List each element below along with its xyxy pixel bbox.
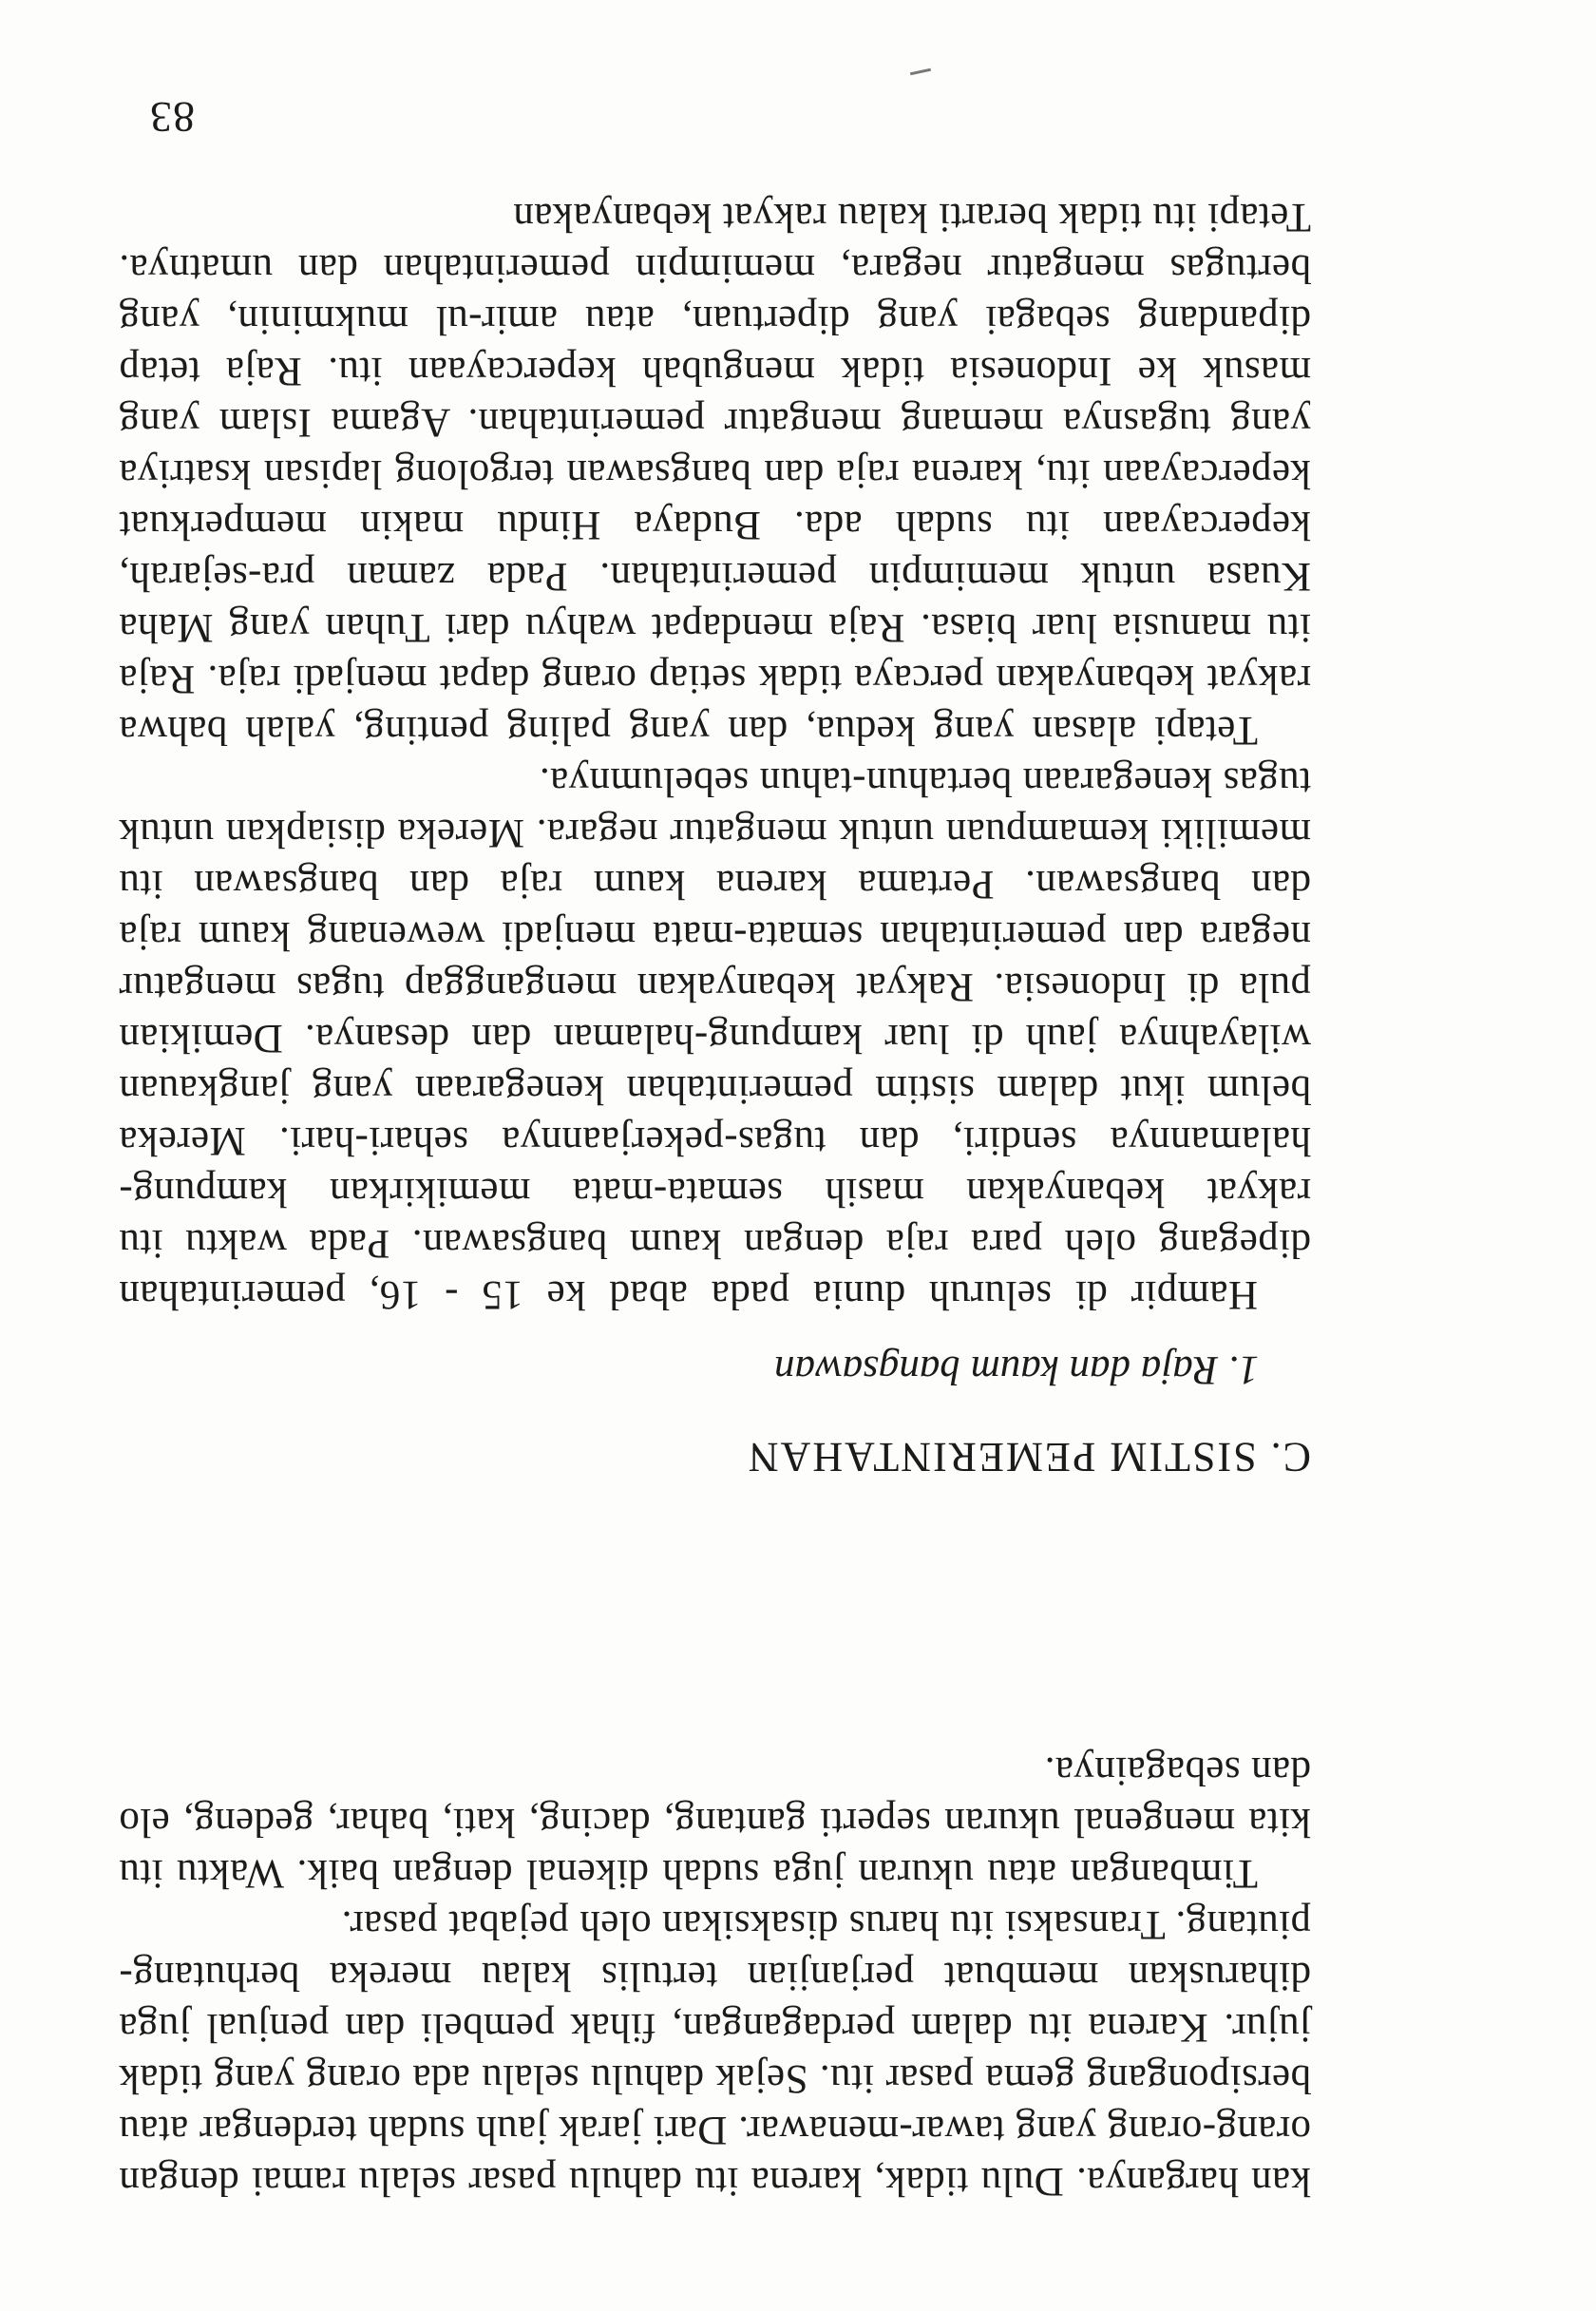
- paragraph: Timbangan atau ukuran juga sudah dikenal dengan baik. Waktu itu kita mengenal ukuran seperti gantang, dacing, kati, bahar, gedeng, elo dan sebagainya.: [119, 1748, 1311, 1896]
- paragraph: kan harganya. Dulu tidak, karena itu dahulu pasar selalu ramai dengan orang-orang yang tawar-menawar. Dari jarak jauh sudah terdengar atau bersipongang gema pasar itu. Sejak dahulu selalu ada orang yang tidak jujur. Karena itu dalam perdagangan, fihak pembeli dan penjual juga diharuskan membuat perjanjian tertulis kalau mereka berhutang-piutang. Transaksi itu harus disaksikan oleh pejabat pasar.: [119, 1902, 1311, 2204]
- ink-speck: [910, 68, 931, 76]
- section-heading: C. SISTIM PEMERINTAHAN: [746, 1434, 1311, 1480]
- top-text-block: [119, 1745, 1311, 2206]
- paragraph: Hampir di seluruh dunia pada abad ke 15 - 16, pemerintahan dipegang oleh para raja dengan kaum bangsawan. Pada waktu itu rakyat kebanyakan masih semata-mata memikirkan kampung-halamannya sendiri, dan tugas-pekerjaannya sehari-hari. Mereka belum ikut dalam sistim pemerintahan kenegaraan yang jangkauan wilayahnya jauh di luar kampung-halaman dan desanya. Demikian pula di Indonesia. Rakyat kebanyakan menganggap tugas mengatur negara dan pemerintahan semata-mata menjadi wewenang kaum raja dan bangsawan. Pertama karena kaum raja dan bangsawan itu memiliki kemampuan untuk mengatur negara. Mereka disiapkan untuk tugas kenegaraan bertahun-tahun sebelumnya.: [119, 759, 1311, 1317]
- subsection-heading: 1. Raja dan kaum bangsawan: [773, 1347, 1259, 1392]
- paragraph: Tetapi alasan yang kedua, dan yang paling penting, yalah bahwa rakyat kebanyakan percaya tidak setiap orang dapat menjadi raja. Raja itu manusia luar biasa. Raja mendapat wahyu dari Tuhan yang Maha Kuasa untuk memimpin pemerintahan. Pada zaman pra-sejarah, kepercayaan itu sudah ada. Budaya Hindu makin memperkuat kepercayaan itu, karena raja dan bangsawan tergolong lapisan ksatriya yang tugasnya memang mengatur pemerintahan. Agama Islam yang masuk ke Indonesia tidak mengubah kepercayaan itu. Raja tetap dipandang sebagai yang dipertuan, atau amir-ul mukminin, yang bertugas mengatur negara, memimpin pemerintahan dan umatnya. Tetapi itu tidak berarti kalau rakyat kebanyakan: [119, 195, 1311, 753]
- page-number: 83: [149, 93, 195, 142]
- bottom-text-block: [119, 191, 1311, 1320]
